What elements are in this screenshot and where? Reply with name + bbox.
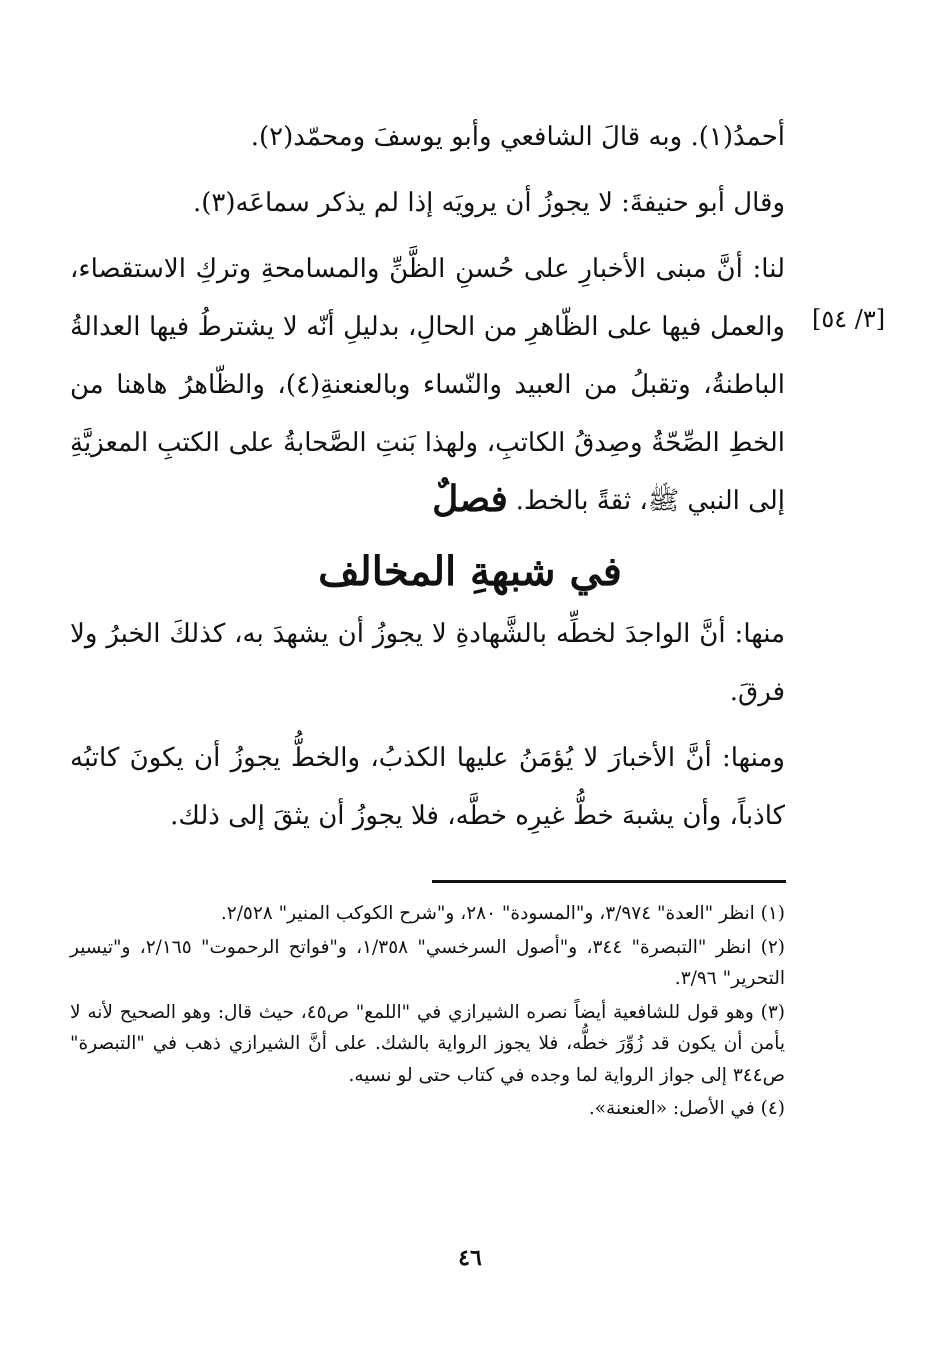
footnote-number: (٤) [760,1098,785,1119]
main-text-block-2 [70,605,785,853]
footnote-divider [432,880,786,883]
paragraph: ومنها: أنَّ الأخبارَ لا يُؤمَنُ عليها الكذبُ، والخطُّ يجوزُ أن يكونَ كاتبُه كاذباً، وأن يشبهَ خطُّ غيرِه خطَّه، فلا يجوزُ أن يثقَ إلى ذلك. [70,743,785,831]
footnote [70,1093,785,1125]
footnote-number: (٢) [760,936,786,958]
margin-reference: [٣/ ٥٤] [812,305,886,333]
footnote-text: انظر "العدة" ٣/٩٧٤، و"المسودة" ٢٨٠، و"شرح الكوكب المنير" ٢/٥٢٨. [220,903,755,924]
paragraph: وقال أبو حنيفةَ: لا يجوزُ أن يرويَه إذا لم يذكر سماعَه(٣). [193,188,785,218]
footnote-number: (١) [760,903,785,924]
paragraph: لنا: أنَّ مبنى الأخبارِ على حُسنِ الظَّنِّ والمسامحةِ وتركِ الاستقصاء، والعمل فيها على الظّاهرِ من الحالِ، بدليلِ أنّه لا يشترطُ فيها العدالةُ الباطنةُ، وتقبلُ من العبيد والنّساء وبالعنعنةِ(٤)، والظّاهرُ هاهنا من الخطِ الصِّحّةُ وصِدقُ الكاتبِ، ولهذا بَنتِ الصَّحابةُ على الكتبِ المعزيَّةِ إلى النبي ﷺ، ثقةً بالخط. [70,254,786,516]
page-number: ٤٦ [458,1245,482,1271]
footnote [70,932,785,995]
section-subheading: في شبهةِ المخالف [318,548,622,595]
footnote-text: وهو قول للشافعية أيضاً نصره الشيرازي في "اللمع" ص٤٥، حيث قال: وهو الصحيح لأنه لا يأمن أن يكون قد زُوِّرَ خطُّه، فلا يجوز الرواية بالشك. على أنَّ الشيرازي ذهب في "التبصرة" ص٣٤٤ إلى جواز الرواية لما وجده في كتاب حتى لو نسيه. [70,1001,785,1086]
footnote-number: (٣) [760,1001,785,1023]
footnote-text: انظر "التبصرة" ٣٤٤، و"أصول السرخسي" ١/٣٥٨، و"فواتح الرحموت" ٢/١٦٥، و"تيسير التحرير" ٣/٩٦. [70,936,785,989]
footnotes [70,898,785,1127]
main-text-block [70,108,785,530]
section-heading: فصلٌ [432,478,508,520]
footnote-text: في الأصل: «العنعنة». [588,1098,755,1119]
paragraph: منها: أنَّ الواجدَ لخطِّه بالشَّهادةِ لا يجوزُ أن يشهدَ به، كذلكَ الخبرُ ولا فرقَ. [70,619,785,707]
footnote [70,997,785,1092]
paragraph: أحمدُ(١). وبه قالَ الشافعي وأبو يوسفَ ومحمّد(٢). [250,122,785,152]
footnote [70,898,785,930]
